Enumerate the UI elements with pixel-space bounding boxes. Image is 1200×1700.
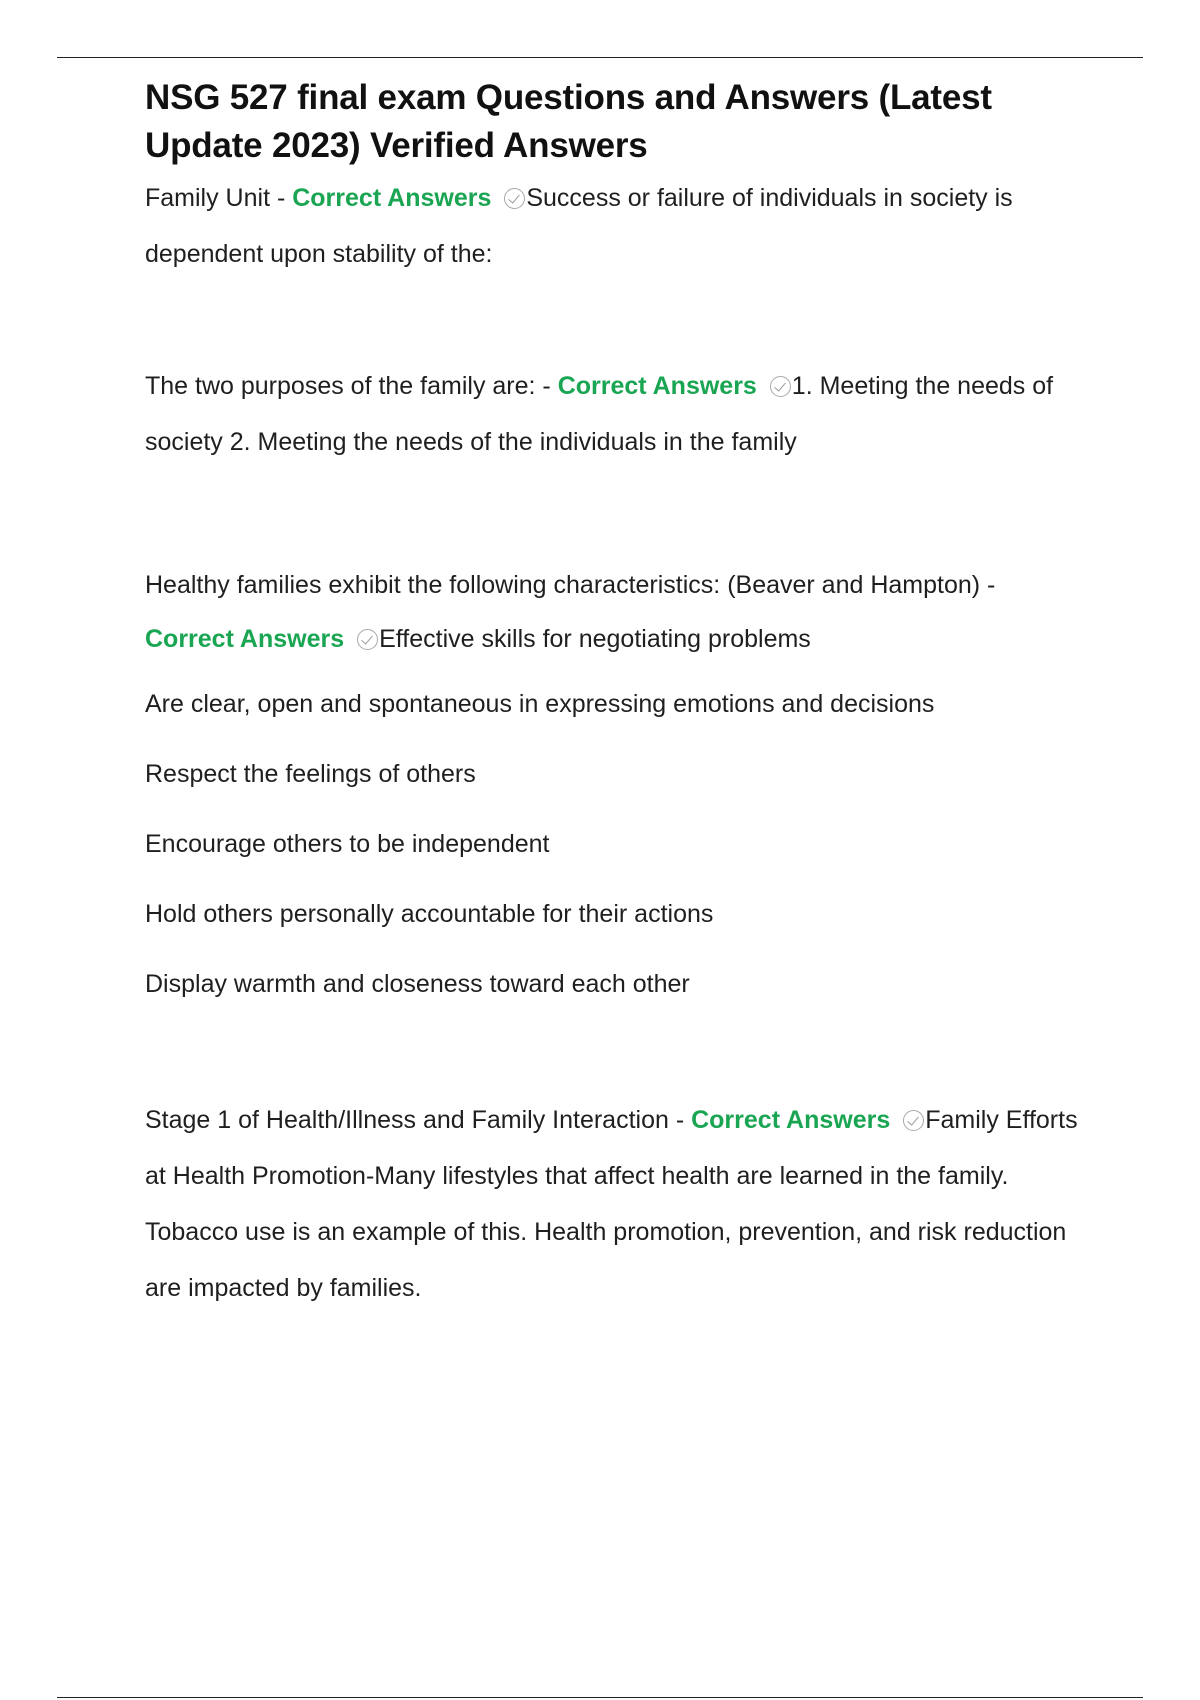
document-title: NSG 527 final exam Questions and Answers (Latest Update 2023) Verified Answers [145, 78, 992, 165]
question-text: Family Unit - [145, 184, 293, 212]
qa-item-family-purposes [145, 358, 1085, 470]
question-text: Stage 1 of Health/Illness and Family Interaction - [145, 1106, 692, 1134]
characteristic-line: Respect the feelings of others [145, 760, 476, 788]
characteristic-line: Display warmth and closeness toward each other [145, 970, 690, 998]
check-circle-icon [504, 188, 525, 209]
answer-text: Effective skills for negotiating problems [379, 625, 811, 653]
answer-text: Family Efforts at Health Promotion-Many lifestyles that affect health are learned in the family. Tobacco use is an example of this. Health promotion, prevention, and risk reduction are impacted by families. [145, 1106, 1078, 1302]
top-rule [57, 57, 1143, 58]
question-text: Healthy families exhibit the following characteristics: (Beaver and Hampton) - [145, 571, 996, 599]
document-body [145, 74, 1085, 1316]
check-circle-icon [903, 1110, 924, 1131]
correct-answers-label: Correct Answers [145, 625, 345, 653]
qa-item-family-unit [145, 170, 1085, 282]
answer-text: Success or failure of individuals in society is dependent upon stability of the: [145, 184, 1013, 268]
question-text: The two purposes of the family are: - [145, 372, 558, 400]
characteristic-line: Are clear, open and spontaneous in expressing emotions and decisions [145, 690, 935, 718]
check-circle-icon [357, 629, 378, 650]
qa-item-healthy-families [145, 558, 1085, 666]
characteristic-line: Hold others personally accountable for their actions [145, 900, 714, 928]
correct-answers-label: Correct Answers [691, 1106, 891, 1134]
bottom-rule [57, 1697, 1143, 1698]
check-circle-icon [770, 376, 791, 397]
correct-answers-label: Correct Answers [557, 372, 757, 400]
answer-text: 1. Meeting the needs of society 2. Meeting the needs of the individuals in the family [145, 372, 1054, 456]
correct-answers-label: Correct Answers [292, 184, 492, 212]
qa-item-stage-1 [145, 1092, 1085, 1316]
characteristic-line: Encourage others to be independent [145, 830, 550, 858]
